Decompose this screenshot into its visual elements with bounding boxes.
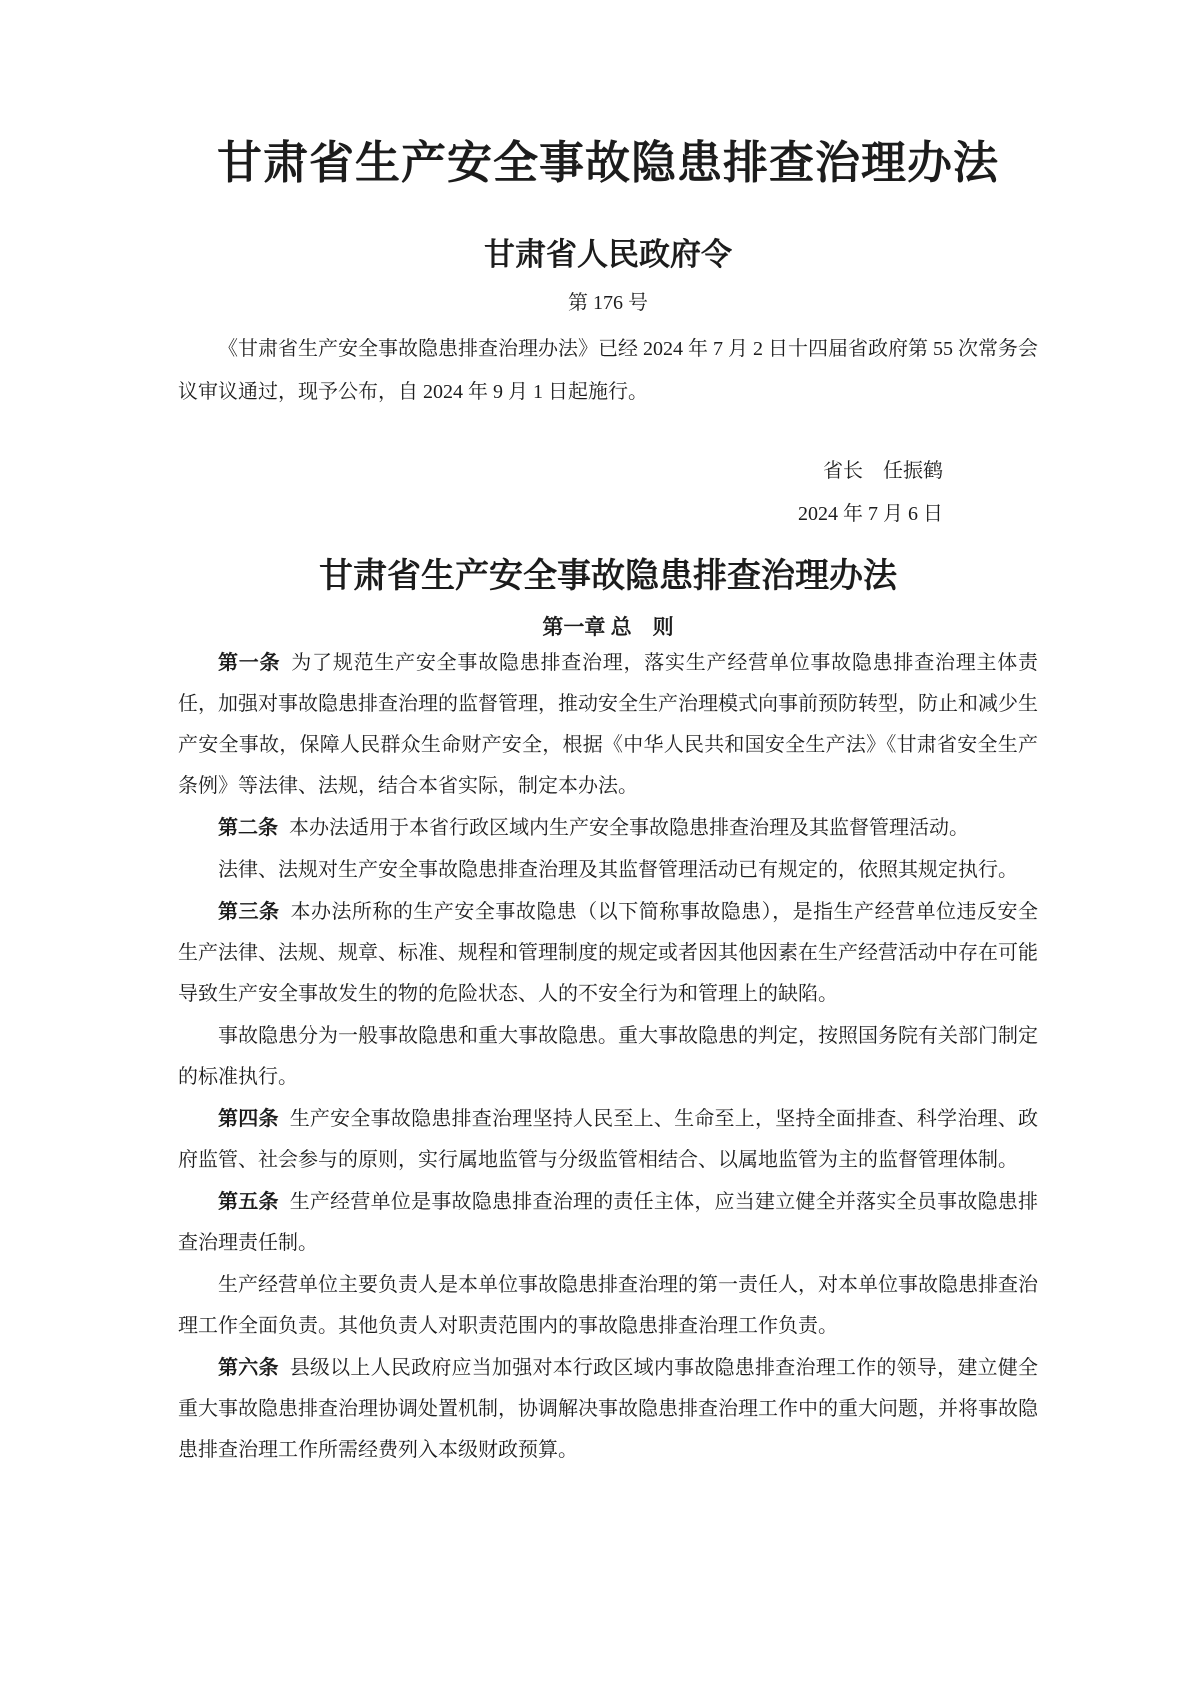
article-number: 第二条 <box>218 815 278 839</box>
article-paragraph <box>178 642 1038 807</box>
article-text: 生产安全事故隐患排查治理坚持人民至上、生命至上，坚持全面排查、科学治理、政府监管、社会参与的原则，实行属地监管与分级监管相结合、以属地监管为主的监督管理体制。 <box>178 1108 1039 1171</box>
article-paragraph <box>178 849 1038 891</box>
decree-authority-title: 甘肃省人民政府令 <box>484 237 732 273</box>
article-number: 第五条 <box>218 1189 279 1213</box>
article-number: 第六条 <box>218 1355 279 1379</box>
article-text: 生产经营单位是事故隐患排查治理的责任主体，应当建立健全并落实全员事故隐患排查治理责任制。 <box>178 1191 1039 1254</box>
decree-number: 第 176 号 <box>568 292 648 314</box>
article-text: 本办法适用于本省行政区域内生产安全事故隐患排查治理及其监督管理活动。 <box>289 817 969 839</box>
article-text: 本办法所称的生产安全事故隐患（以下简称事故隐患），是指生产经营单位违反安全生产法律、法规、规章、标准、规程和管理制度的规定或者因其他因素在生产经营活动中存在可能导致生产安全事故发生的物的危险状态、人的不安全行为和管理上的缺陷。 <box>178 901 1039 1005</box>
article-number: 第四条 <box>218 1106 279 1130</box>
article-paragraph <box>178 1347 1038 1471</box>
article-text: 为了规范生产安全事故隐患排查治理，落实生产经营单位事故隐患排查治理主体责任，加强对事故隐患排查治理的监督管理，推动安全生产治理模式向事前预防转型，防止和减少生产安全事故，保障人民群众生命财产安全，根据《中华人民共和国安全生产法》《甘肃省安全生产条例》等法律、法规，结合本省实际，制定本办法。 <box>178 652 1039 797</box>
article-paragraph <box>178 807 1038 849</box>
article-paragraph <box>178 1181 1038 1264</box>
document-title: 甘肃省生产安全事故隐患排查治理办法 <box>319 556 897 596</box>
article-text: 事故隐患分为一般事故隐患和重大事故隐患。重大事故隐患的判定，按照国务院有关部门制定的标准执行。 <box>178 1025 1038 1088</box>
article-number: 第三条 <box>218 899 280 923</box>
decree-main-title: 甘肃省生产安全事故隐患排查治理办法 <box>216 136 999 189</box>
article-text: 法律、法规对生产安全事故隐患排查治理及其监督管理活动已有规定的，依照其规定执行。 <box>218 859 1018 881</box>
article-text: 生产经营单位主要负责人是本单位事故隐患排查治理的第一责任人，对本单位事故隐患排查治理工作全面负责。其他负责人对职责范围内的事故隐患排查治理工作负责。 <box>178 1274 1038 1337</box>
article-paragraph <box>178 1098 1038 1181</box>
article-text: 县级以上人民政府应当加强对本行政区域内事故隐患排查治理工作的领导，建立健全重大事故隐患排查治理协调处置机制，协调解决事故隐患排查治理工作中的重大问题，并将事故隐患排查治理工作所需经费列入本级财政预算。 <box>178 1357 1039 1461</box>
article-paragraph <box>178 891 1038 1015</box>
signature-block <box>178 450 1038 536</box>
article-paragraph <box>178 1015 1038 1098</box>
article-paragraph <box>178 1264 1038 1347</box>
date-line: 2024 年 7 月 6 日 <box>798 503 943 525</box>
signer-line: 省长 任振鹤 <box>823 460 943 482</box>
document-body <box>178 642 1038 1471</box>
article-number: 第一条 <box>218 650 281 674</box>
chapter-heading: 第一章 总 则 <box>542 615 674 639</box>
decree-announcement: 《甘肃省生产安全事故隐患排查治理办法》已经 2024 年 7 月 2 日十四届省政府第 55 次常务会议审议通过，现予公布，自 2024 年 9 月 1 日起施行。 <box>178 338 1038 403</box>
